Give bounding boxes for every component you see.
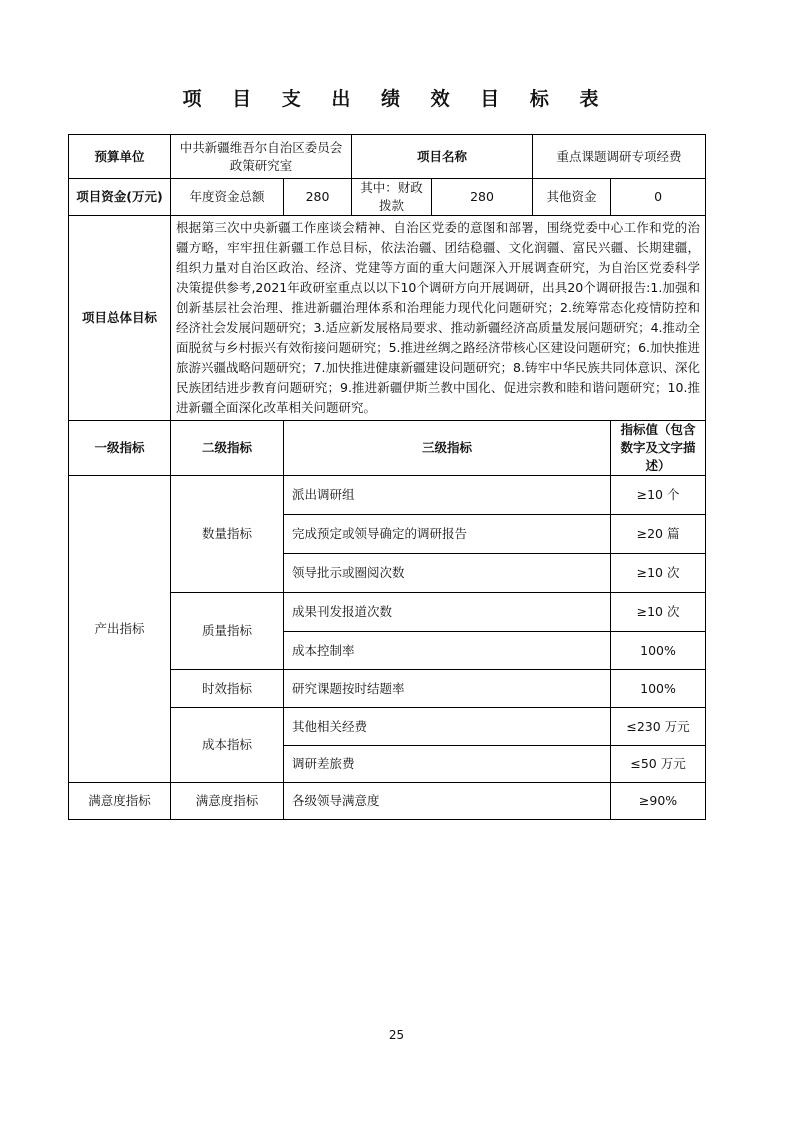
col-value-header: 指标值（包含数字及文字描述） [611, 421, 706, 476]
indicator-header-row [69, 421, 706, 476]
indicator-value: ≤50 万元 [611, 746, 706, 783]
col-level3-header: 三级指标 [284, 421, 611, 476]
col-level1-header: 一级指标 [69, 421, 171, 476]
table-row [69, 476, 706, 515]
goal-row [69, 216, 706, 421]
indicator-name: 派出调研组 [284, 476, 611, 515]
budget-unit-value: 中共新疆维吾尔自治区委员会政策研究室 [171, 135, 352, 179]
indicator-value: 100% [611, 632, 706, 670]
performance-target-table [68, 134, 706, 820]
quality-indicator-label: 质量指标 [171, 593, 284, 670]
satisfaction-level2-label: 满意度指标 [171, 783, 284, 820]
project-name-value: 重点课题调研专项经费 [533, 135, 706, 179]
indicator-value: ≤230 万元 [611, 708, 706, 746]
cost-indicator-label: 成本指标 [171, 708, 284, 783]
annual-total-value: 280 [284, 179, 352, 216]
satisfaction-level1-label: 满意度指标 [69, 783, 171, 820]
indicator-name: 调研差旅费 [284, 746, 611, 783]
indicator-name: 研究课题按时结题率 [284, 670, 611, 708]
col-level2-header: 二级指标 [171, 421, 284, 476]
indicator-value: ≥10 次 [611, 554, 706, 593]
funds-label: 项目资金(万元) [69, 179, 171, 216]
quantity-indicator-label: 数量指标 [171, 476, 284, 593]
indicator-value: ≥10 个 [611, 476, 706, 515]
overall-goal-label: 项目总体目标 [69, 216, 171, 421]
indicator-name: 其他相关经费 [284, 708, 611, 746]
indicator-name: 成本控制率 [284, 632, 611, 670]
indicator-value: 100% [611, 670, 706, 708]
indicator-value: ≥20 篇 [611, 515, 706, 554]
page-title: 项 目 支 出 绩 效 目 标 表 [182, 88, 611, 110]
indicator-name: 完成预定或领导确定的调研报告 [284, 515, 611, 554]
overall-goal-text: 根据第三次中央新疆工作座谈会精神、自治区党委的意图和部署，围绕党委中心工作和党的治疆方略，牢牢扭住新疆工作总目标，依法治疆、团结稳疆、文化润疆、富民兴疆、长期建疆，组织力量对自治区政治、经济、党建等方面的重大问题深入开展调查研究，为自治区党委科学决策提供参考,2021年政研室重点以以下10个调研方向开展调研，出具20个调研报告:1.加强和创新基层社会治理、推进新疆治理体系和治理能力现代化问题研究；2.统筹常态化疫情防控和经济社会发展问题研究；3.适应新发展格局要求、推动新疆经济高质量发展问题研究；4.推动全面脱贫与乡村振兴有效衔接问题研究；5.推进丝绸之路经济带核心区建设问题研究；6.加快推进旅游兴疆战略问题研究；7.加快推进健康新疆建设问题研究；8.铸牢中华民族共同体意识、深化民族团结进步教育问题研究；9.推进新疆伊斯兰教中国化、促进宗教和睦和谐问题研究；10.推进新疆全面深化改革相关问题研究。 [171, 216, 706, 421]
annual-total-label: 年度资金总额 [171, 179, 284, 216]
output-indicator-label: 产出指标 [69, 476, 171, 783]
fiscal-appropriation-label: 其中：财政拨款 [352, 179, 432, 216]
table-row [69, 783, 706, 820]
funds-row [69, 179, 706, 216]
timeliness-indicator-label: 时效指标 [171, 670, 284, 708]
indicator-name: 领导批示或圈阅次数 [284, 554, 611, 593]
indicator-name: 成果刊发报道次数 [284, 593, 611, 632]
header-row [69, 135, 706, 179]
other-funds-label: 其他资金 [533, 179, 611, 216]
budget-unit-label: 预算单位 [69, 135, 171, 179]
page-number: 25 [388, 1028, 405, 1042]
indicator-name: 各级领导满意度 [284, 783, 611, 820]
project-name-label: 项目名称 [352, 135, 533, 179]
indicator-value: ≥90% [611, 783, 706, 820]
indicator-value: ≥10 次 [611, 593, 706, 632]
fiscal-appropriation-value: 280 [432, 179, 533, 216]
other-funds-value: 0 [611, 179, 706, 216]
